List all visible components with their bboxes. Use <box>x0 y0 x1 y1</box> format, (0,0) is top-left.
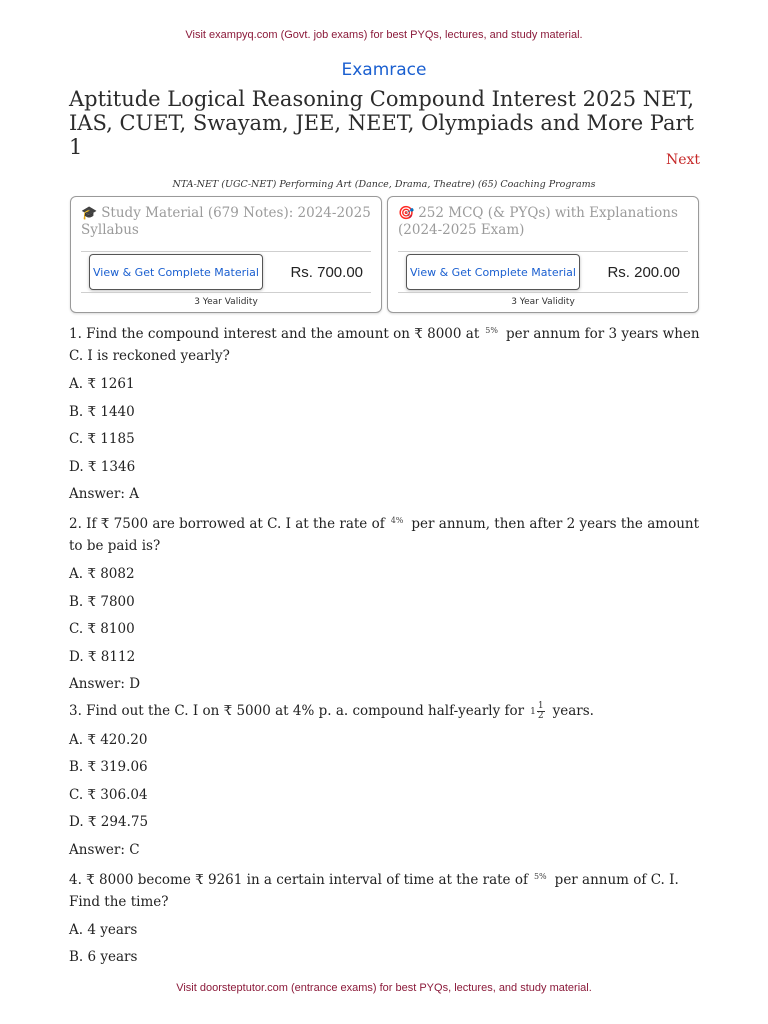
question-suffix: per annum for 3 years when C. I is reckoned yearly? <box>69 326 700 364</box>
card-validity: 3 Year Validity <box>194 297 258 307</box>
option-d: D. ₹ 1346 <box>69 458 136 475</box>
card-price: Rs. 200.00 <box>607 264 680 281</box>
question-list <box>69 320 701 974</box>
question-text <box>69 320 701 367</box>
question-prefix: 2. If ₹ 7500 are borrowed at C. I at the rate of <box>69 516 385 532</box>
brand-logo[interactable]: Examrace <box>341 60 427 80</box>
question-prefix: 3. Find out the C. I on ₹ 5000 at 4% p. a. compound half-yearly for <box>69 703 525 719</box>
view-material-button[interactable]: View & Get Complete Material <box>406 254 580 290</box>
program-caption: NTA-NET (UGC-NET) Performing Art (Dance, Drama, Theatre) (65) Coaching Programs <box>172 179 596 190</box>
question-suffix: years. <box>552 703 594 719</box>
card-title <box>81 205 371 239</box>
option-b: B. 6 years <box>69 949 138 965</box>
target-icon: 🎯 <box>398 206 415 221</box>
card-title-text: Study Material (679 Notes): 2024-2025 Syllabus <box>81 205 371 238</box>
graduation-cap-icon: 🎓 <box>81 206 98 221</box>
mixed-fraction <box>530 701 544 723</box>
rate-fraction: 5% <box>533 871 547 881</box>
option-c: C. ₹ 1185 <box>69 431 135 447</box>
option-c: C. ₹ 8100 <box>69 621 135 637</box>
question-suffix: per annum of C. I. Find the time? <box>69 871 679 910</box>
card-title <box>398 205 688 239</box>
rate-fraction: 5% <box>485 326 498 335</box>
answer: Answer: A <box>69 486 139 502</box>
fraction-whole: 1 <box>530 706 536 717</box>
mcq-card <box>387 196 699 313</box>
answer: Answer: D <box>69 676 141 692</box>
question-suffix: per annum, then after 2 years the amount to be paid is? <box>69 516 700 554</box>
view-material-button[interactable]: View & Get Complete Material <box>89 254 263 290</box>
option-a: A. ₹ 1261 <box>69 376 135 392</box>
option-a: A. 4 years <box>69 921 138 938</box>
card-validity: 3 Year Validity <box>511 297 575 307</box>
card-divider <box>398 292 688 293</box>
study-material-card <box>70 196 382 313</box>
rate-fraction: 4% <box>390 516 404 525</box>
question-prefix: 1. Find the compound interest and the amount on ₹ 8000 at <box>69 326 480 342</box>
card-divider <box>81 292 371 293</box>
question-prefix: 4. ₹ 8000 become ₹ 9261 in a certain interval of time at the rate of <box>69 871 528 888</box>
fraction-numerator: 1 <box>537 701 544 711</box>
answer: Answer: C <box>69 841 140 858</box>
next-link[interactable]: Next <box>665 152 700 168</box>
card-divider <box>81 251 371 252</box>
card-divider <box>398 251 688 252</box>
option-d: D. ₹ 8112 <box>69 648 136 665</box>
option-a: A. ₹ 8082 <box>69 566 135 582</box>
card-price: Rs. 700.00 <box>290 264 363 281</box>
card-title-text: 252 MCQ (& PYQs) with Explanations (2024-2025 Exam) <box>398 205 678 238</box>
fraction-denominator: 2 <box>537 711 544 721</box>
question-text <box>69 866 701 913</box>
question-text <box>69 510 701 557</box>
page-title: Aptitude Logical Reasoning Compound Interest 2025 NET, IAS, CUET, Swayam, JEE, NEET, Olympiads and More Part 1 <box>69 87 695 159</box>
option-c: C. ₹ 306.04 <box>69 786 148 803</box>
option-d: D. ₹ 294.75 <box>69 814 149 830</box>
bottom-promo-banner[interactable]: Visit doorsteptutor.com (entrance exams) for best PYQs, lectures, and study material. <box>176 982 592 994</box>
question-text <box>69 700 701 723</box>
option-b: B. ₹ 1440 <box>69 403 135 420</box>
option-b: B. ₹ 7800 <box>69 593 135 610</box>
top-promo-banner[interactable]: Visit exampyq.com (Govt. job exams) for best PYQs, lectures, and study material. <box>185 29 583 41</box>
option-a: A. ₹ 420.20 <box>69 731 148 748</box>
option-b: B. ₹ 319.06 <box>69 759 148 775</box>
